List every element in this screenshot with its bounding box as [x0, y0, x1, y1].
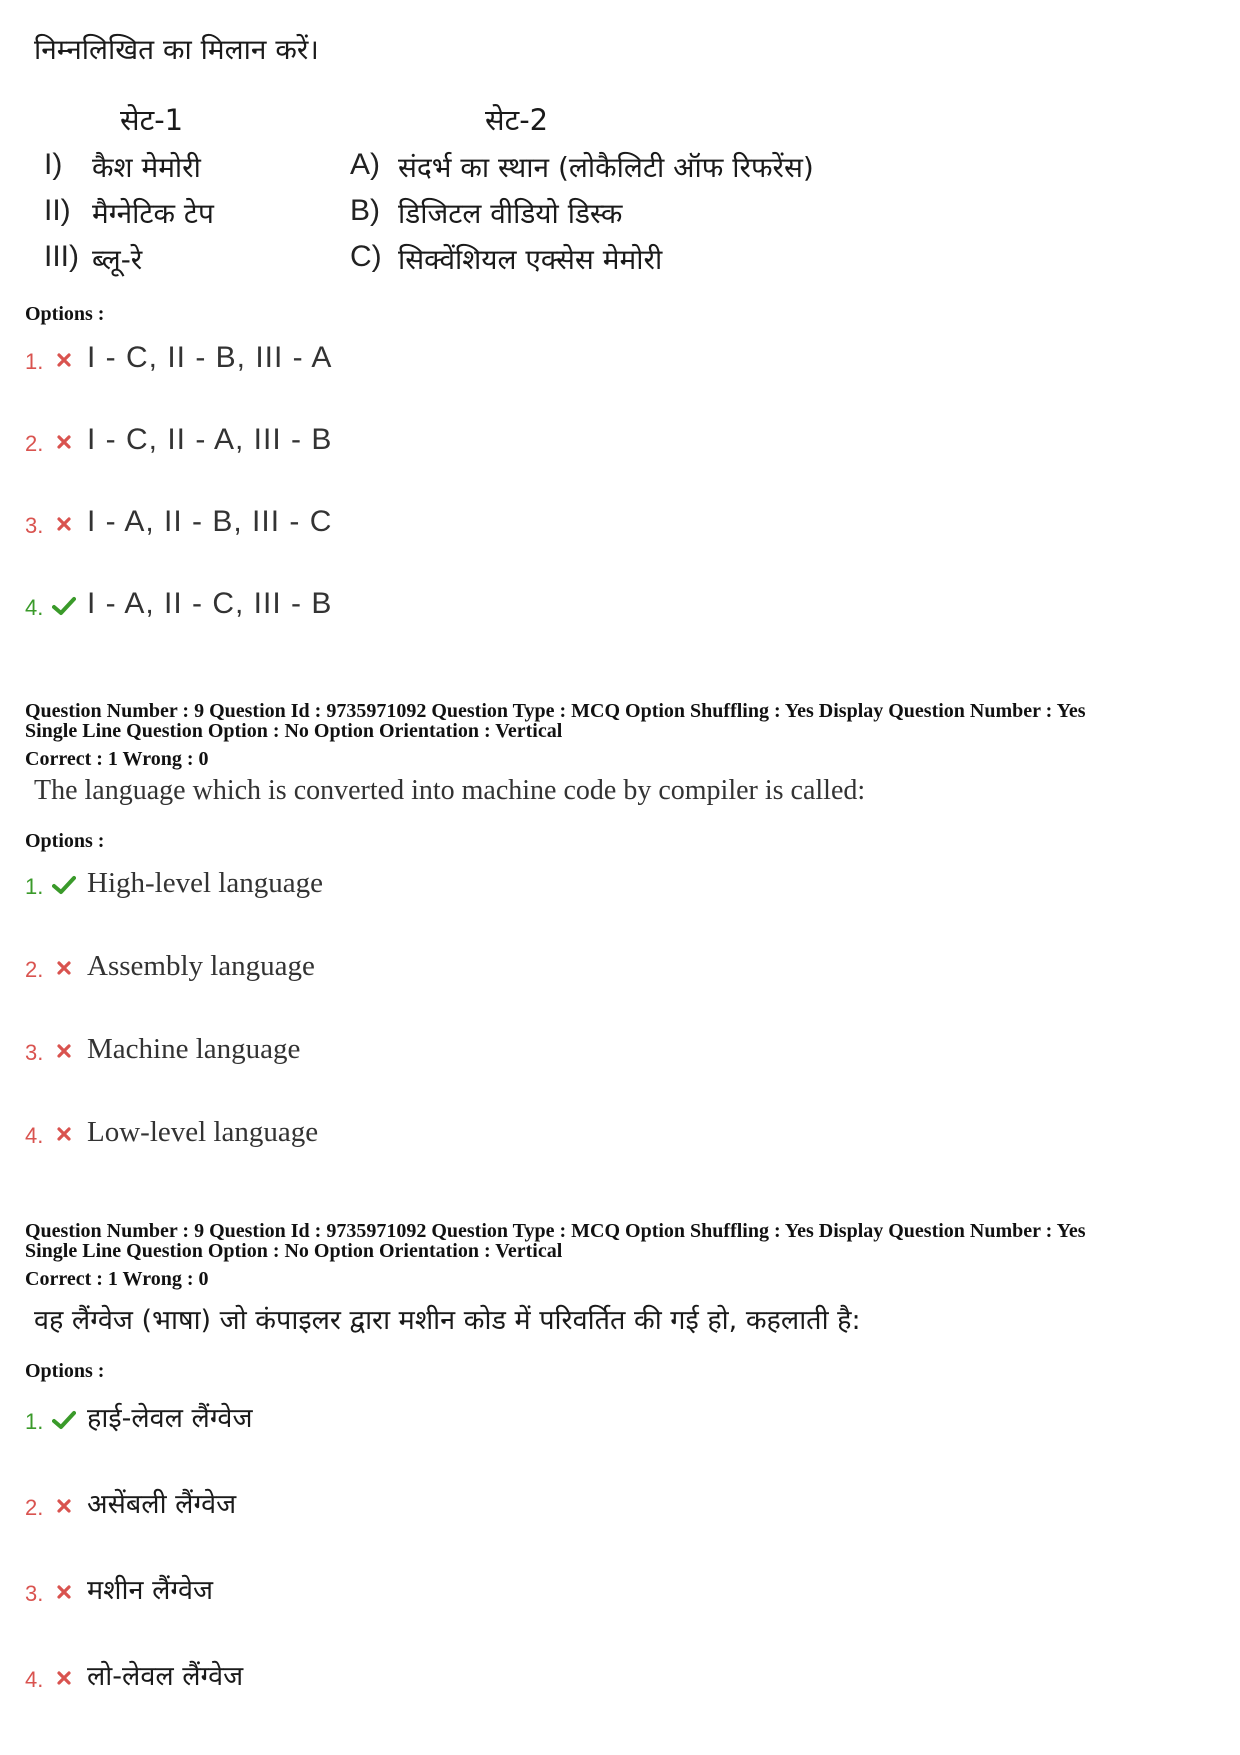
cross-icon	[49, 509, 79, 539]
match-right-row	[350, 194, 814, 240]
option-number: 3.	[25, 1581, 44, 1606]
option-1[interactable]	[25, 335, 332, 375]
option-text: Machine language	[87, 1033, 301, 1065]
cross-icon	[49, 1577, 79, 1607]
match-key: A)	[350, 148, 380, 181]
option-number: 2.	[25, 957, 44, 982]
option-number: 1.	[25, 1409, 44, 1434]
option-3[interactable]	[25, 1026, 323, 1066]
check-icon	[49, 870, 79, 900]
option-4[interactable]	[25, 1109, 323, 1149]
option-text: I - A, II - B, III - C	[87, 505, 333, 538]
option-text: I - C, II - B, III - A	[87, 341, 333, 374]
question-stem: The language which is converted into machine code by compiler is called:	[34, 775, 866, 806]
score-line: Correct : 1 Wrong : 0	[25, 1268, 209, 1290]
question-title: निम्नलिखित का मिलान करें।	[34, 33, 319, 66]
match-right-column	[350, 148, 814, 286]
option-2[interactable]	[25, 417, 332, 457]
option-4[interactable]	[25, 581, 332, 621]
option-1[interactable]	[25, 860, 323, 900]
option-text: Assembly language	[87, 950, 315, 982]
options-list	[25, 335, 332, 621]
set2-heading: सेट-2	[485, 103, 549, 137]
option-3[interactable]	[25, 1567, 252, 1607]
question-meta-line2: Single Line Question Option : No Option Orientation : Vertical	[25, 720, 563, 742]
cross-icon	[49, 1491, 79, 1521]
option-text: I - C, II - A, III - B	[87, 423, 333, 456]
options-label: Options :	[25, 830, 105, 852]
option-number: 4.	[25, 1123, 44, 1148]
question-meta-line1: Question Number : 9 Question Id : 9735971092 Question Type : MCQ Option Shuffling : Yes Display Question Number : Yes	[25, 1220, 1086, 1242]
match-key: I)	[44, 148, 63, 181]
match-value: सिक्वेंशियल एक्सेस मेमोरी	[398, 243, 663, 276]
option-number: 1.	[25, 874, 44, 899]
match-value: मैग्नेटिक टेप	[92, 197, 214, 230]
question-meta-line2: Single Line Question Option : No Option Orientation : Vertical	[25, 1240, 563, 1262]
option-number: 1.	[25, 349, 44, 374]
option-text: असेंबली लैंग्वेज	[87, 1489, 237, 1520]
match-value: ब्लू-रे	[92, 243, 143, 276]
cross-icon	[49, 953, 79, 983]
score-line: Correct : 1 Wrong : 0	[25, 748, 209, 770]
match-right-row	[350, 240, 814, 286]
match-key: B)	[350, 194, 380, 227]
options-list	[25, 860, 323, 1149]
match-left-row	[44, 148, 214, 194]
option-2[interactable]	[25, 943, 323, 983]
option-4[interactable]	[25, 1653, 252, 1693]
question-meta-line1: Question Number : 9 Question Id : 9735971092 Question Type : MCQ Option Shuffling : Yes Display Question Number : Yes	[25, 700, 1086, 722]
option-text: हाई-लेवल लैंग्वेज	[87, 1403, 253, 1434]
match-value: डिजिटल वीडियो डिस्क	[398, 197, 623, 230]
option-number: 3.	[25, 513, 44, 538]
match-value: कैश मेमोरी	[92, 151, 201, 184]
check-icon	[49, 1405, 79, 1435]
option-text: Low-level language	[87, 1116, 319, 1148]
cross-icon	[49, 345, 79, 375]
option-number: 4.	[25, 595, 44, 620]
options-label: Options :	[25, 1360, 105, 1382]
match-left-row	[44, 240, 214, 286]
option-text: I - A, II - C, III - B	[87, 587, 333, 620]
question-stem: वह लैंग्वेज (भाषा) जो कंपाइलर द्वारा मशीन कोड में परिवर्तित की गई हो, कहलाती है:	[34, 1305, 861, 1336]
option-number: 3.	[25, 1040, 44, 1065]
options-list	[25, 1395, 252, 1693]
match-right-row	[350, 148, 814, 194]
cross-icon	[49, 1663, 79, 1693]
option-number: 2.	[25, 1495, 44, 1520]
options-label: Options :	[25, 303, 105, 325]
match-left-column	[44, 148, 214, 286]
option-number: 2.	[25, 431, 44, 456]
cross-icon	[49, 1036, 79, 1066]
match-key: II)	[44, 194, 71, 227]
option-text: High-level language	[87, 867, 323, 899]
cross-icon	[49, 427, 79, 457]
option-2[interactable]	[25, 1481, 252, 1521]
set1-heading: सेट-1	[120, 103, 184, 137]
match-left-row	[44, 194, 214, 240]
option-number: 4.	[25, 1667, 44, 1692]
check-icon	[49, 591, 79, 621]
option-3[interactable]	[25, 499, 332, 539]
match-key: III)	[44, 240, 79, 273]
option-text: लो-लेवल लैंग्वेज	[87, 1661, 244, 1692]
cross-icon	[49, 1119, 79, 1149]
match-value: संदर्भ का स्थान (लोकैलिटी ऑफ रिफरेंस)	[398, 151, 814, 184]
option-1[interactable]	[25, 1395, 252, 1435]
option-text: मशीन लैंग्वेज	[87, 1575, 214, 1606]
match-key: C)	[350, 240, 382, 273]
